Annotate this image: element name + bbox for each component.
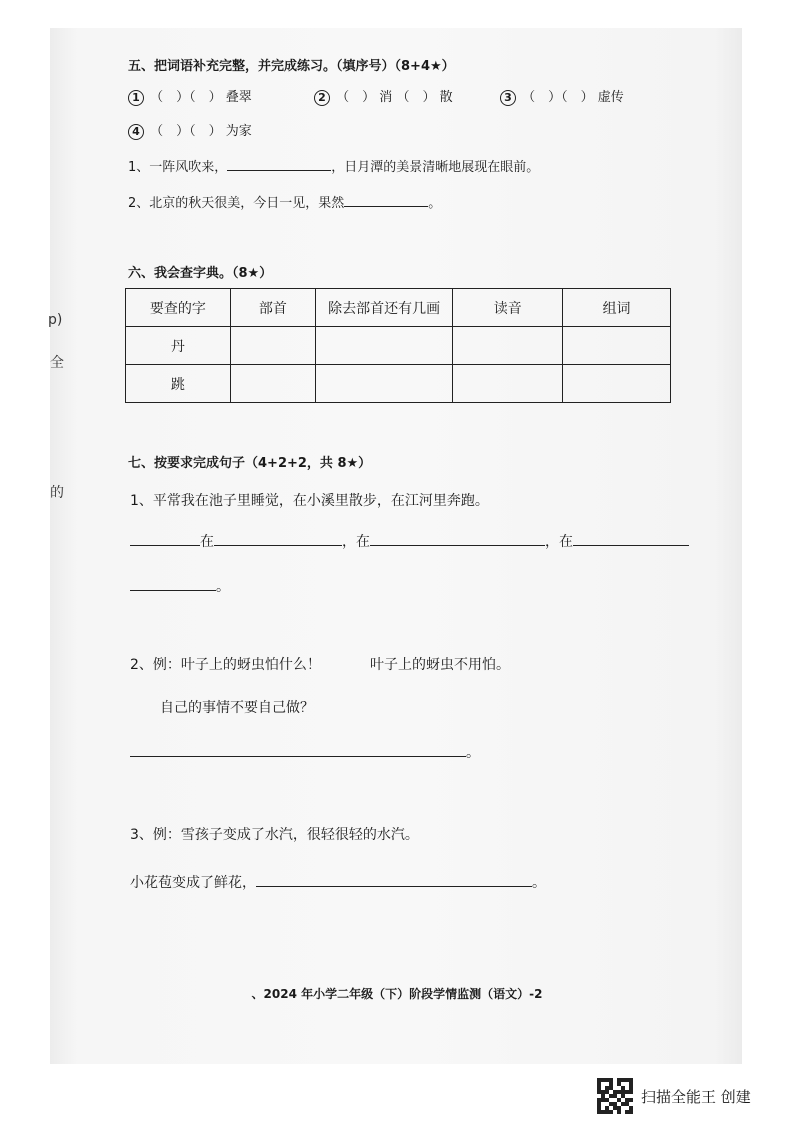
number-circle: 4 [128, 124, 144, 140]
section7-question-2-answer-example: 叶子上的蚜虫不用怕。 [370, 657, 510, 673]
section5-title: 五、把词语补充完整，并完成练习。（填序号）（8+4★） [128, 59, 455, 74]
dictionary-table [125, 288, 671, 403]
page-footer: 、2024 年小学二年级（下）阶段学情监测（语文）-2 [251, 987, 543, 1001]
word-text: 虚传 [597, 90, 624, 105]
section6-title: 六、我会查字典。（8★） [128, 266, 273, 281]
scanner-watermark [597, 1078, 751, 1114]
answer-text: 。 [466, 745, 480, 761]
answer-line[interactable] [214, 531, 342, 546]
question-text: ，日月潭的美景清晰地展现在眼前。 [331, 160, 540, 175]
answer-line[interactable] [227, 156, 331, 171]
edge-mark: p) [48, 312, 63, 328]
column-header: 要查的字 [126, 289, 231, 327]
answer-line[interactable] [256, 872, 532, 887]
word-text: 消 [379, 90, 393, 105]
word-item-3 [500, 86, 624, 106]
word-blank[interactable]: （ ）（ ） [522, 90, 594, 105]
question-3-answer-line [130, 872, 546, 892]
section7-question-2-prompt: 自己的事情不要自己做？ [160, 700, 314, 716]
edge-mark: 全 [50, 355, 64, 371]
answer-text: 小花苞变成了鲜花， [130, 875, 256, 891]
answer-text: 在 [200, 534, 214, 550]
edge-mark: 的 [50, 485, 64, 501]
word-blank[interactable]: （ ） [396, 90, 436, 105]
table-cell-char: 丹 [126, 327, 231, 365]
question-text: 。 [428, 196, 442, 211]
column-header: 部首 [230, 289, 315, 327]
table-cell[interactable] [453, 365, 563, 403]
answer-text: ，在 [342, 534, 370, 550]
table-cell[interactable] [453, 327, 563, 365]
section5-question-2 [128, 192, 441, 211]
number-circle: 1 [128, 90, 144, 106]
table-cell[interactable] [563, 327, 671, 365]
section7-title: 七、按要求完成句子（4+2+2，共 8★） [128, 456, 372, 471]
section7-question-3-example: 3、例：雪孩子变成了水汽，很轻很轻的水汽。 [130, 827, 419, 843]
word-text: 为家 [225, 124, 252, 139]
question-2-answer-line [130, 742, 480, 762]
watermark-text: 扫描全能王 创建 [641, 1087, 751, 1106]
number-circle: 2 [314, 90, 330, 106]
question-1-answer-line [130, 531, 689, 551]
table-cell-char: 跳 [126, 365, 231, 403]
answer-line[interactable] [370, 531, 545, 546]
table-cell[interactable] [230, 327, 315, 365]
word-text: 散 [439, 90, 453, 105]
column-header: 组词 [563, 289, 671, 327]
table-cell[interactable] [563, 365, 671, 403]
answer-line[interactable] [130, 576, 216, 591]
column-header: 除去部首还有几画 [315, 289, 452, 327]
answer-text: 。 [532, 875, 546, 891]
section7-question-2-example: 2、例：叶子上的蚜虫怕什么！ [130, 657, 321, 673]
question-text: 1、一阵风吹来， [128, 160, 228, 175]
section7-question-1: 1、平常我在池子里睡觉，在小溪里散步，在江河里奔跑。 [130, 493, 489, 509]
word-item-4 [128, 120, 252, 140]
number-circle: 3 [500, 90, 516, 106]
column-header: 读音 [453, 289, 563, 327]
word-item-2 [314, 86, 453, 106]
table-cell[interactable] [315, 365, 452, 403]
answer-line[interactable] [130, 531, 200, 546]
table-cell[interactable] [315, 327, 452, 365]
answer-line[interactable] [130, 742, 466, 757]
word-blank[interactable]: （ ） [336, 90, 376, 105]
question-1-answer-line-2 [130, 576, 230, 596]
word-item-1 [128, 86, 252, 106]
section5-question-1 [128, 156, 539, 175]
answer-text: 。 [216, 579, 230, 595]
word-blank[interactable]: （ ）（ ） [150, 90, 222, 105]
answer-text: ，在 [545, 534, 573, 550]
answer-line[interactable] [573, 531, 689, 546]
answer-line[interactable] [344, 192, 428, 207]
qr-code-icon [597, 1078, 633, 1114]
word-text: 叠翠 [225, 90, 252, 105]
table-row [126, 327, 671, 365]
table-row [126, 365, 671, 403]
table-header-row [126, 289, 671, 327]
word-blank[interactable]: （ ）（ ） [150, 124, 222, 139]
question-text: 2、北京的秋天很美，今日一见，果然 [128, 196, 345, 211]
table-cell[interactable] [230, 365, 315, 403]
